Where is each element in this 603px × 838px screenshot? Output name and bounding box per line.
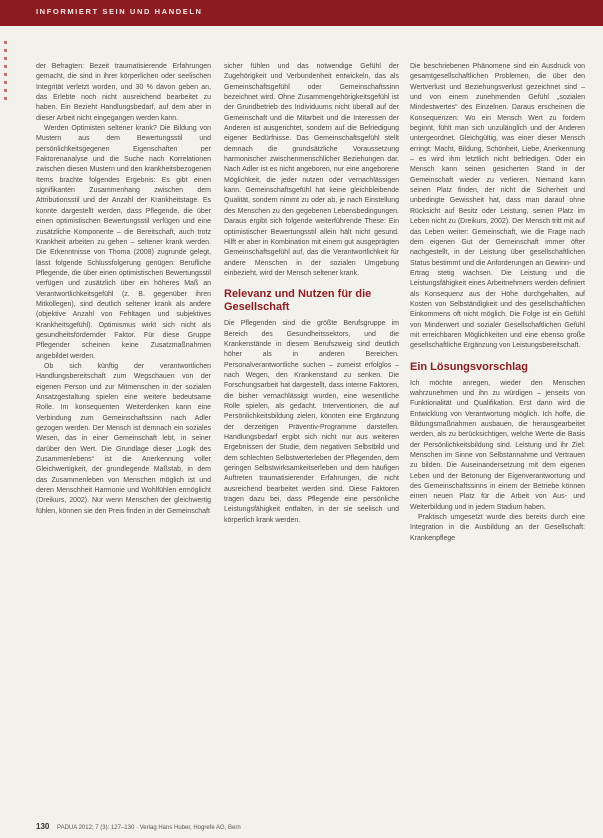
margin-mark — [4, 57, 7, 60]
body-paragraph: Werden Optimisten seltener krank? Die Bildung von Mustern aus dem Bewertungsstil und persönlichkeitsgegenen Eigenschaften per Faktorenanalyse und die Suche nach Korrelationen zwischen diesen Mustern und den krankheitsbezogenen Items brachte folgendes Ergebnis: Es gibt einen signifikanten Zusammenhang zwischen dem Attributionsstil und der Anzahl der Krankheitstage. Es konnte dargestellt werden, dass Pflegende, die über einen optimistischen Bewertungsstil verfügen und eine zusätzliche Komponente – die Bereitschaft, auch trotz Krankheit arbeiten zu gehen – seltener krank werden. Die Erkenntnisse von Thoma (2008) zugrunde gelegt, lässt folgende Schlussfolgerung genügen: Berufliche Pflegende, die über einen optimistischen Bewertungsstil verfügen und zusätzlich über ein höheres Maß an Verantwortlichkeitsgefühl (z. B. gegenüber ihren Mitkollegen), sind deutlich seltener krank als andere (objektive Anzahl von Fehltagen und subjektives Krankheitsgefühl). Optimismus wirkt sich nicht als gesundheitsfördernder Faktor. Für diese Gruppe Pflegender scheinen keine Zusatzmaßnahmen angebildet werden. — [36, 125, 211, 360]
body-paragraph: der Befragten: Bezeit traumatisierende Erfahrungen gemacht, die sind in ihrer körperlichen oder seelischen Integrität verletzt worden, und 30 % davon geben an, das Erlebte noch nicht ausreichend bearbeitet zu haben. Ein Bezieht Handlungsbedarf, auf dem aber in dieser Arbeit nicht eingegangen werden kann. — [36, 63, 211, 122]
margin-mark — [4, 97, 7, 100]
text-column-3 — [410, 62, 585, 544]
section-heading: Relevanz und Nutzen für die Gesellschaft — [224, 288, 372, 314]
margin-mark — [4, 81, 7, 84]
margin-decoration — [0, 36, 14, 126]
margin-mark — [4, 89, 7, 92]
margin-mark — [4, 49, 7, 52]
body-paragraph: Praktisch umgesetzt wurde dies bereits durch eine Integration in die Ausbildung an der Gesellschaft: Krankenpflege — [410, 514, 585, 542]
text-column-1 — [36, 62, 211, 517]
body-paragraph: Ob sich künftig der verantwortlichen Handlungsbereitschaft zum Wegschauen von der eigenen Person und zur Mitmenschen in der sozialen Ansatzgestaltung spielen eine weitere bedeutsame Rolle. Im konsequenten Weiterdenken kann eine Verbindung zum Gemeinschaftssinn nach Adler gezogen werden. Der Mensch ist demnach ein soziales Wesen, das in einer Gemeinschaft lebt, in seiner darüber den Wert. Die Grundlage dieser „Logik des Zusammenlebens“ ist die Anerkennung voller Gleichwertigkeit, der grundlegende Maßstab, in dem das Zusammenleben von Menschen möglich ist und deren Menschheit Harmonie und Wohlfühlen ermöglicht (Dreikurs, 2002). Nur wenn Menschen der gleichwertig fühlen, können sie den Preis finden in der Gemeinschaft — [36, 362, 211, 515]
body-paragraph: sicher fühlen und das notwendige Gefühl der Zugehörigkeit und Verbundenheit entwickeln, das als Gemeinschaftsgefühl oder Gemeinschaftssinn bezeichnet wird. Ohne Zusammengehörigkeitsgefühl ist der Grundbetrieb des Individuums nicht überall auf der Gemeinschaft und die Mitarbeit und die Interessen der Anderen ist ausgerichtet, sondern auf die Befriedigung eigener Bedürfnisse. Das Gemeinschaftsgefühl stellt demnach die grundsätzliche Voraussetzung harmonischer zwischenmenschlicher Beziehungen dar. Nach Adler ist es nicht angeboren, nur eine angeborene Möglichkeit, die jeder nutzen oder vernachlässigen kann. Gemeinschaftsgefühl hat keine gleichbleibende Qualität, sondern nimmt zu oder ab, je nach Einstellung des Menschen zu den gegebenen Lebensbedingungen. Daraus ergibt sich folgende weiterführende These: Ein optimistischer Bewertungsstil allein hält nicht gesund. Hilft er aber in Kombination mit einem gut ausgeprägten Gemeinschaftsgefühl auf, das die Verantwortlichkeit für andere Menschen in der sozialen Umgebung einbezieht, wird der Mensch seltener krank. — [224, 63, 399, 277]
text-column-2 — [224, 62, 399, 526]
margin-mark — [4, 73, 7, 76]
page-number: 130 — [36, 822, 50, 831]
body-paragraph: Die beschriebenen Phänomene sind ein Ausdruck von gesamtgesellschaftlichen Problemen, die über den Wertverlust und Beziehungsverlust gezeichnet sind – und von einem zunehmenden Gefühl „sozialen Mindestwertes“ des Einzelnen. Daraus erscheinen die Konsequenzen: Wo ein Mensch Wert zu fordern beginnt, fühlt man sich unzulänglich und der Anderen untergeordnet. Gleichgültig, was einer dieser Mensch erringt: Macht, Bildung, Schönheit, Liebe, Anerkennung – es wird ihm letztlich nicht befriedigen. Oder ein Mensch kann seinen gesicherten Stand in der Gemeinschaft wieder zu verlieren. Niemand kann seinen Platz finden, der nicht die Sicherheit und unbedingte Gewissheit hat, dass man darauf ohne Rücksicht auf Besitz oder Leistung, seinen Platz im Leben nicht zu (Dreikurs, 2002). Der Mensch tritt mit auf das Leben weiter: Gemeinschaft, wie die Frage nach dem eigenen Gut der Gemeinschaft immer öfter nachgestellt, in der Leistung über gesellschaftlichen Status bestimmt und die Anforderungen an Gewinn- und Ertrag stetig wachsen. Die Leistung und die Leistungsfähigkeit eines Arbeitnehmers werden definiert als Konsequenz aus der Höhe durchgehalten, auf Kosten von Selbständigkeit und des gesellschaftlichen Einkommens oft nicht möglich. Die Folge ist ein Gefühl von Minderwert und sozialer Gesellschaftlichen Gefühl mit erreichbaren Möglichkeiten und eine ebenso große gesellschaftliche Ergänzung von Leistungsbereitschaft. — [410, 63, 585, 350]
section-header: INFORMIERT SEIN UND HANDELN — [36, 7, 203, 16]
section-heading: Ein Lösungsvorschlag — [410, 360, 528, 373]
body-paragraph: Die Pflegenden sind die größte Berufsgruppe im Bereich des Gesundheitssektors, und die Krankenstände in diesem Berufszweig sind deutlich höher als in anderen Bereichen. Personalverantwortliche suchen – zumeist erfolglos – nach Wegen, den Krankenstand zu senken. Die Forschungsarbeit hat dargestellt, dass interne Faktoren, die bisher vernachlässigt wurden, eine wesentliche Rolle spielen, als gedacht. Interventionen, die auf Persönlichkeitsbildung zielen, könnten eine Ergänzung der derzeitigen Präventiv-Programme darstellen. Handlungsbedarf ergibt sich nicht nur aus weiteren Ergebnissen der Studie, dem negativen Selbstbild und dem schlechten Selbstwerterleben der Pflegenden, dem geringen Selbstwirksamkeitserleben und dem häufigen Auftreten traumatisierender Erfahrungen, die nicht ausreichend bearbeitet werden sind. Diese Faktoren tragen dazu bei, dass Pflegende eine persönliche Leistungsfähigkeit entfalten, in der sie seelisch und körperlich krank werden. — [224, 320, 399, 524]
body-paragraph: Ich möchte anregen, wieder den Menschen wahrzunehmen und ihn zu würdigen – jenseits von Funktionalität und Qualifikation. Erst dann wird die Entwicklung von Verantwortung möglich. Ich hoffe, die Bildungsmaßnahmen ausbauen, die herausgearbeitet werden, als zu berücksichtigen, welche Werte die Basis der Persönlichkeitsbildung sind. Leistung und ihr Ziel: Menschen im Sinne von Selbstannahme und Vertrauen zu bilden. Die Auseinandersetzung mit dem eigenen Leben und der Betonung der Eigenverantwortung und des Gemeinschaftssinns in einem der Betriebe können einen neuen Platz für die Arbeit von Aus- und Weiterbildung und in jedem Stadium haben. — [410, 379, 585, 511]
margin-mark — [4, 65, 7, 68]
margin-mark — [4, 41, 7, 44]
page-footer — [36, 822, 576, 831]
footer-citation: PADUA 2012; 7 (3): 127–130 · Verlag Hans Huber, Hogrefe AG, Bern — [57, 825, 241, 831]
